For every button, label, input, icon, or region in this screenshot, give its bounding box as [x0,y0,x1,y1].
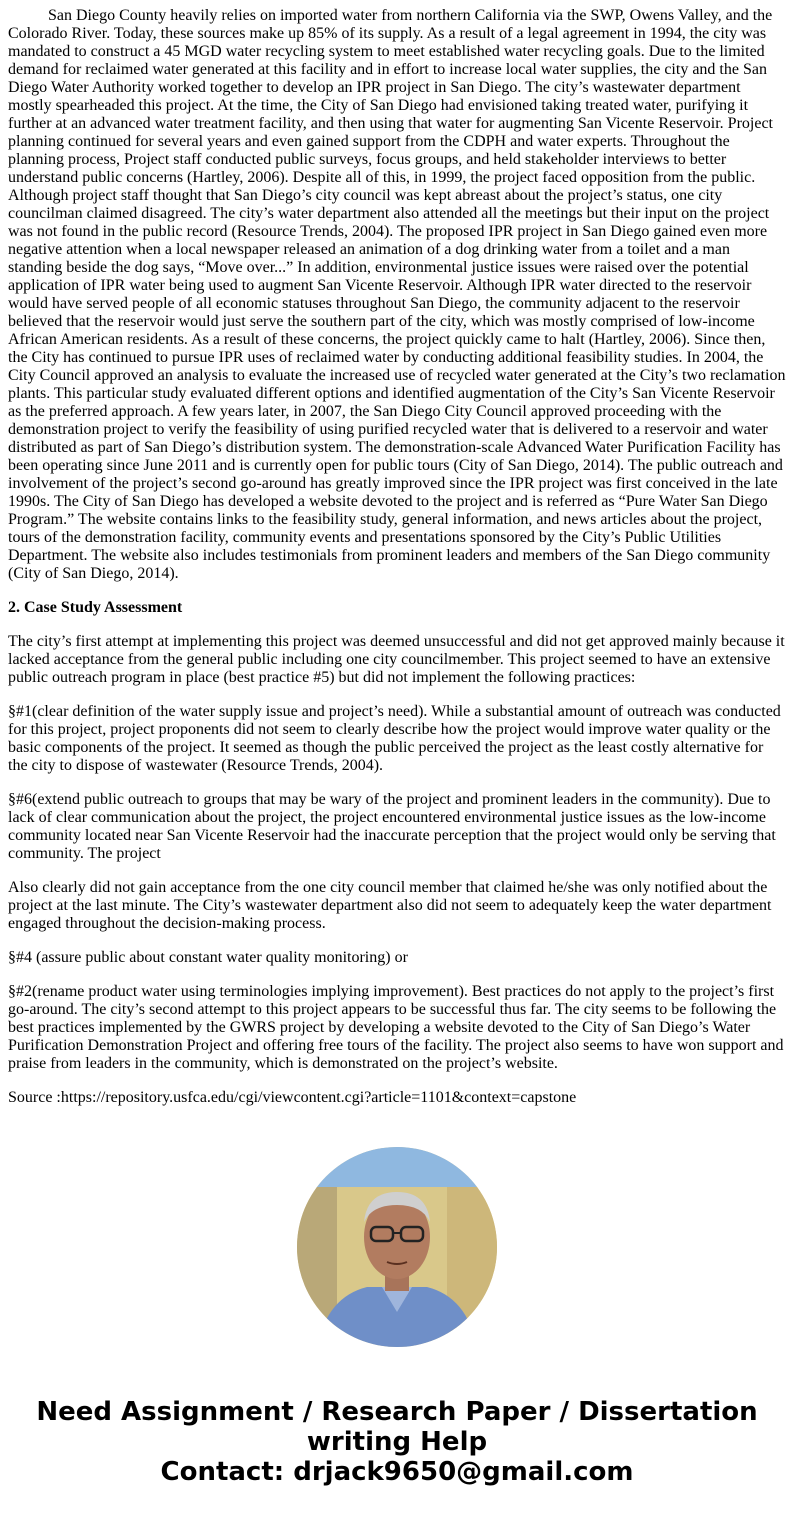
article-paragraph: §#1(clear definition of the water supply issue and project’s need). While a substantial amount of outreach was conducted for this project, project proponents did not seem to clearly describe how the project would improve water quality or the basic components of the project. It seemed as though the public perceived the project as the least costly alternative for the city to dispose of wastewater (Resource Trends, 2004). [8,703,781,774]
author-avatar [297,1147,497,1347]
source-line: Source :https://repository.usfca.edu/cgi/viewcontent.cgi?article=1101&context=capstone [8,1089,577,1106]
promo-line: Need Assignment / Research Paper / Dissertation writing Help [36,1397,758,1457]
article-paragraph: §#2(rename product water using terminologies implying improvement). Best practices do not apply to the project’s first go-around. The city’s second attempt to this project appears to be successful thus far. The city seems to be following the best practices implemented by the GWRS project by developing a website devoted to the City of San Diego’s Water Purification Demonstration Project and offering free tours of the facility. The project also seems to have won support and praise from leaders in the community, which is demonstrated on the project’s website. [8,983,784,1072]
article-paragraph: Also clearly did not gain acceptance from the one city council member that claimed he/she was only notified about the project at the last minute. The City’s wastewater department also did not seem to adequately keep the water department engaged throughout the decision-making process. [8,879,772,932]
section-heading: 2. Case Study Assessment [8,599,183,616]
article-paragraph: §#6(extend public outreach to groups that may be wary of the project and prominent leaders in the community). Due to lack of clear communication about the project, the project encountered environmental justice issues as the low-income community located near San Vicente Reservoir had the inaccurate perception that the project would only be serving that community. The project [8,791,776,862]
article-paragraph: San Diego County heavily relies on imported water from northern California via the SWP, Owens Valley, and the Colorado River. Today, these sources make up 85% of its supply. As a result of a legal agreement in 1994, the city was mandated to construct a 45 MGD water recycling system to meet established water recycling goals. Due to the limited demand for reclaimed water generated at this facility and in effort to increase local water supplies, the city and the San Diego Water Authority worked together to develop an IPR project in San Diego. The city’s wastewater department mostly spearheaded this project. At the time, the City of San Diego had envisioned taking treated water, purifying it further at an advanced water treatment facility, and then using that water for augmenting San Vicente Reservoir. Project planning continued for several years and even gained support from the CDPH and water experts. Throughout the planning process, Project staff conducted public surveys, focus groups, and held stakeholder interviews to better understand public concerns (Hartley, 2006). Despite all of this, in 1999, the project faced opposition from the public. Although project staff thought that San Diego’s city council was kept abreast about the project’s status, one city councilman claimed disagreed. The city’s water department also attended all the meetings but their input on the project was not found in the public record (Resource Trends, 2004). The proposed IPR project in San Diego gained even more negative attention when a local newspaper released an animation of a dog drinking water from a toilet and a man standing beside the dog says, “Move over...” In addition, environmental justice issues were raised over the potential application of IPR water being used to augment San Vicente Reservoir. Although IPR water directed to the reservoir would have served people of all economic statuses throughout San Diego, the community adjacent to the reservoir believed that the reservoir would just serve the southern part of the city, which was mostly comprised of low-income African American residents. As a result of these concerns, the project quickly came to halt (Hartley, 2006). Since then, the City has continued to pursue IPR uses of reclaimed water by conducting additional feasibility studies. In 2004, the City Council approved an analysis to evaluate the increased use of recycled water generated at the City’s two reclamation plants. This particular study evaluated different options and identified augmentation of the City’s San Vicente Reservoir as the preferred approach. A few years later, in 2007, the San Diego City Council approved proceeding with the demonstration project to verify the feasibility of using purified recycled water that is delivered to a reservoir and water distributed as part of San Diego’s distribution system. The demonstration-scale Advanced Water Purification Facility has been operating since June 2011 and is currently open for public tours (City of San Diego, 2014). The public outreach and involvement of the project’s second go-around has greatly improved since the IPR project was first conceived in the late 1990s. The City of San Diego has developed a website devoted to the project and is referred as “Pure Water San Diego Program.” The website contains links to the feasibility study, general information, and news articles about the project, tours of the demonstration facility, community events and presentations sponsored by the City’s Public Utilities Department. The website also includes testimonials from prominent leaders and members of the San Diego community (City of San Diego, 2014). [8,7,786,582]
article-paragraph: §#4 (assure public about constant water quality monitoring) or [8,949,408,966]
contact-line: Contact: drjack9650@gmail.com [160,1457,634,1487]
article-paragraph: The city’s first attempt at implementing this project was deemed unsuccessful and did not get approved mainly because it lacked acceptance from the general public including one city councilmember. This project seemed to have an extensive public outreach program in place (best practice #5) but did not implement the following practices: [8,633,785,686]
promo-footer [0,1397,794,1487]
